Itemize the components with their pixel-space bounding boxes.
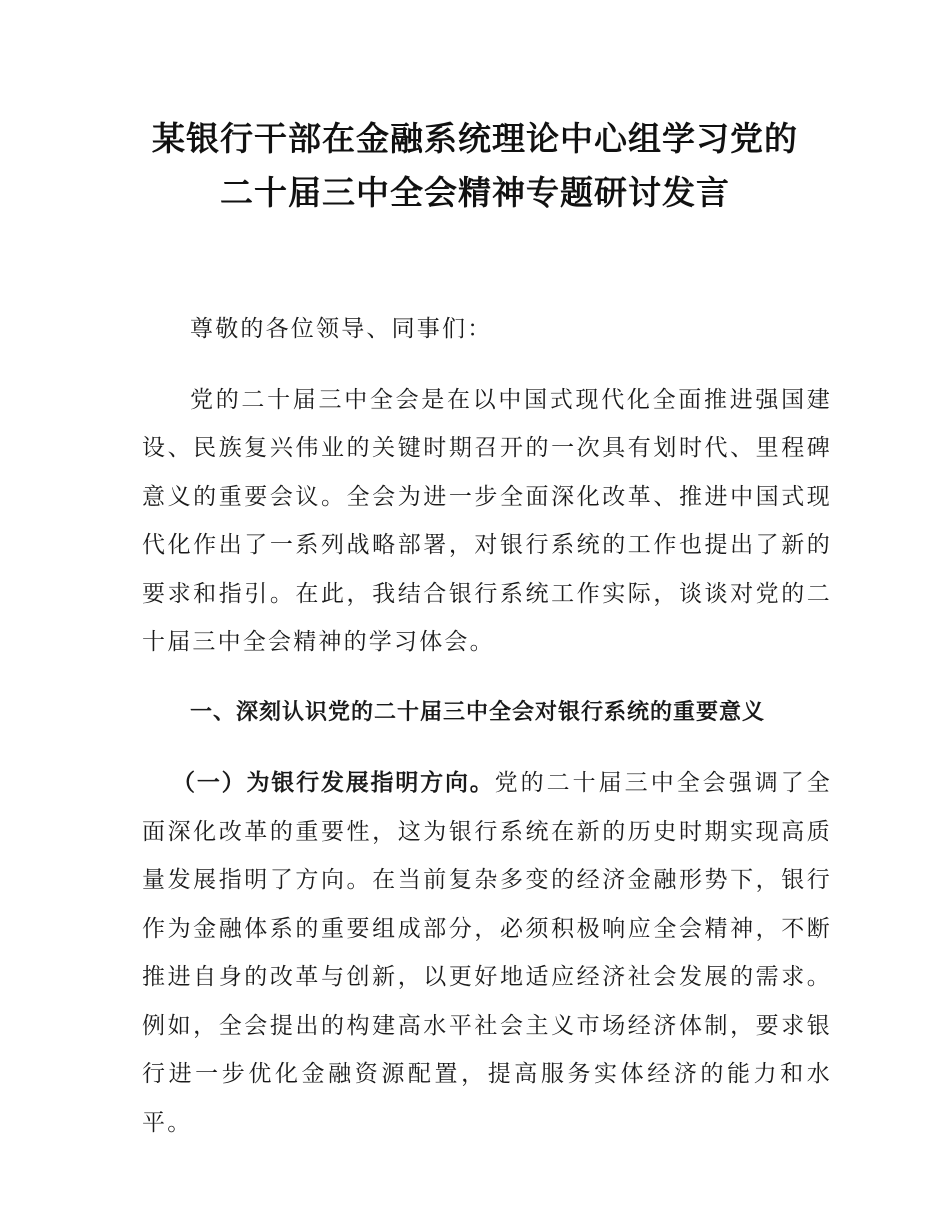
document-title bbox=[0, 112, 950, 220]
section-heading: 一、深刻认识党的二十届三中全会对银行系统的重要意义 bbox=[190, 699, 766, 725]
subsection-text: 党的二十届三中全会强调了全面深化改革的重要性，这为银行系统在新的历史时期实现高质量发展指明了方向。在当前复杂多变的经济金融形势下，银行作为金融体系的重要组成部分，必须积极响应全会精神，不断推进自身的改革与创新，以更好地适应经济社会发展的需求。例如，全会提出的构建高水平社会主义市场经济体制，要求银行进一步优化金融资源配置，提高服务实体经济的能力和水平。 bbox=[142, 770, 832, 1136]
title-line-2: 二十届三中全会精神专题研讨发言 bbox=[220, 173, 730, 212]
subsection-paragraph bbox=[142, 759, 832, 1147]
document-body bbox=[142, 305, 832, 1147]
title-line-1: 某银行干部在金融系统理论中心组学习党的 bbox=[152, 119, 798, 158]
salutation: 尊敬的各位领导、同事们： bbox=[190, 316, 493, 342]
intro-paragraph: 党的二十届三中全会是在以中国式现代化全面推进强国建设、民族复兴伟业的关键时期召开的一次具有划时代、里程碑意义的重要会议。全会为进一步全面深化改革、推进中国式现代化作出了一系列战略部署，对银行系统的工作也提出了新的要求和指引。在此，我结合银行系统工作实际，谈谈对党的二十届三中全会精神的学习体会。 bbox=[142, 386, 832, 655]
subsection-lead: （一）为银行发展指明方向。 bbox=[172, 770, 495, 796]
